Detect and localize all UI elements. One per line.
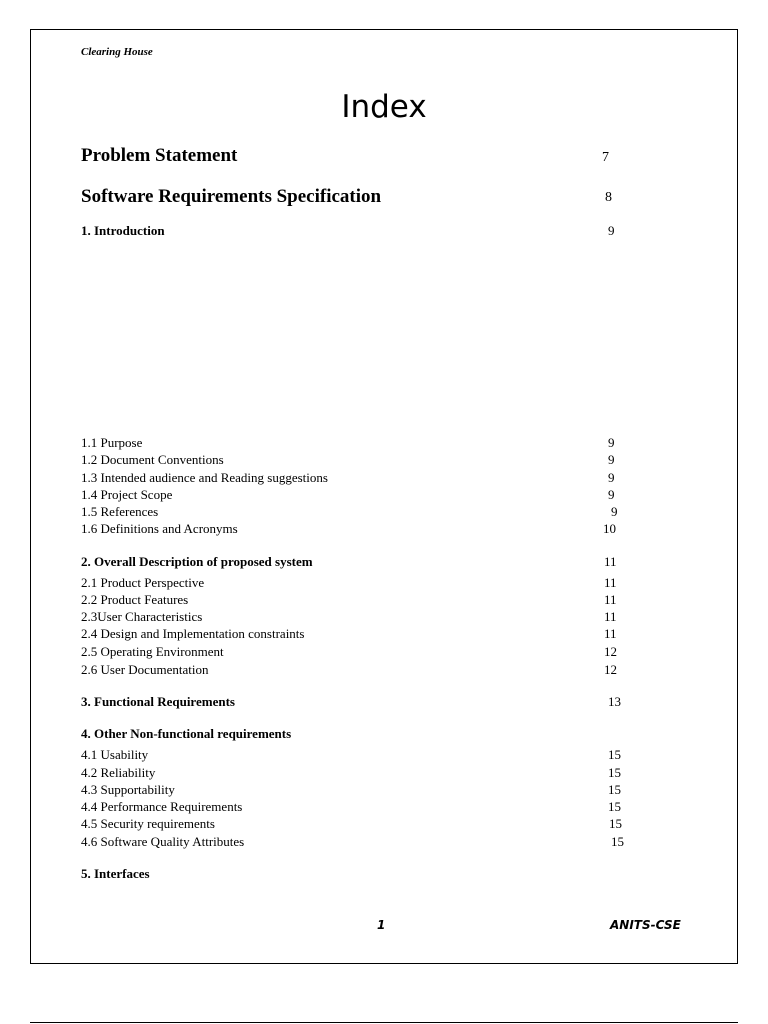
toc-introduction-page: 9 [608,223,615,238]
toc-overall-page: 11 [604,554,617,569]
toc-item: 2.4 Design and Implementation constraints [81,626,305,641]
toc-srs: Software Requirements Specification [81,186,382,207]
toc-functional: 3. Functional Requirements [81,694,235,709]
toc-item-page: 9 [608,487,615,502]
toc-item-page: 15 [611,834,624,849]
toc-item-page: 11 [604,626,617,641]
toc-item-page: 15 [608,799,621,814]
toc-item: 4.4 Performance Requirements [81,799,243,814]
toc-item: 4.2 Reliability [81,765,156,780]
toc-item: 1.5 References [81,504,159,519]
toc-problem-statement: Problem Statement [81,145,238,166]
toc-item: 4.1 Usability [81,747,149,762]
toc-item-page: 15 [609,816,622,831]
toc-item: 1.4 Project Scope [81,487,173,502]
toc-item-page: 15 [608,747,621,762]
toc-srs-page: 8 [605,190,612,205]
toc-overall: 2. Overall Description of proposed system [81,554,313,569]
toc-item: 2.2 Product Features [81,592,189,607]
toc-item-page: 9 [608,470,615,485]
toc-item-page: 15 [608,765,621,780]
toc-interfaces: 5. Interfaces [81,866,150,881]
toc-item: 1.3 Intended audience and Reading suggestions [81,470,328,485]
toc-item: 4.3 Supportability [81,782,175,797]
toc-item: 2.1 Product Perspective [81,575,205,590]
next-page-rule [30,1022,738,1023]
toc-item: 1.1 Purpose [81,435,143,450]
toc-item: 1.2 Document Conventions [81,452,224,467]
toc-functional-page: 13 [608,694,621,709]
toc-item-page: 12 [604,662,617,677]
footer-page-number: 1 [377,918,386,932]
header-label: Clearing House [81,46,153,58]
toc-item-page: 9 [608,435,615,450]
toc-item: 2.5 Operating Environment [81,644,224,659]
toc-item-page: 9 [611,504,618,519]
toc-item-page: 11 [604,609,617,624]
toc-item-page: 11 [604,592,617,607]
toc-item: 4.5 Security requirements [81,816,215,831]
page-title: Index [341,89,427,125]
toc-item-page: 11 [604,575,617,590]
toc-introduction: 1. Introduction [81,223,165,238]
toc-item-page: 15 [608,782,621,797]
toc-item-page: 10 [603,521,616,536]
footer-label: ANITS-CSE [610,918,681,932]
toc-item: 2.3User Characteristics [81,609,203,624]
toc-nonfunctional: 4. Other Non-functional requirements [81,726,292,741]
toc-item: 1.6 Definitions and Acronyms [81,521,238,536]
toc-item-page: 9 [608,452,615,467]
toc-item-page: 12 [604,644,617,659]
toc-problem-statement-page: 7 [602,150,609,165]
toc-item: 4.6 Software Quality Attributes [81,834,245,849]
toc-item: 2.6 User Documentation [81,662,209,677]
